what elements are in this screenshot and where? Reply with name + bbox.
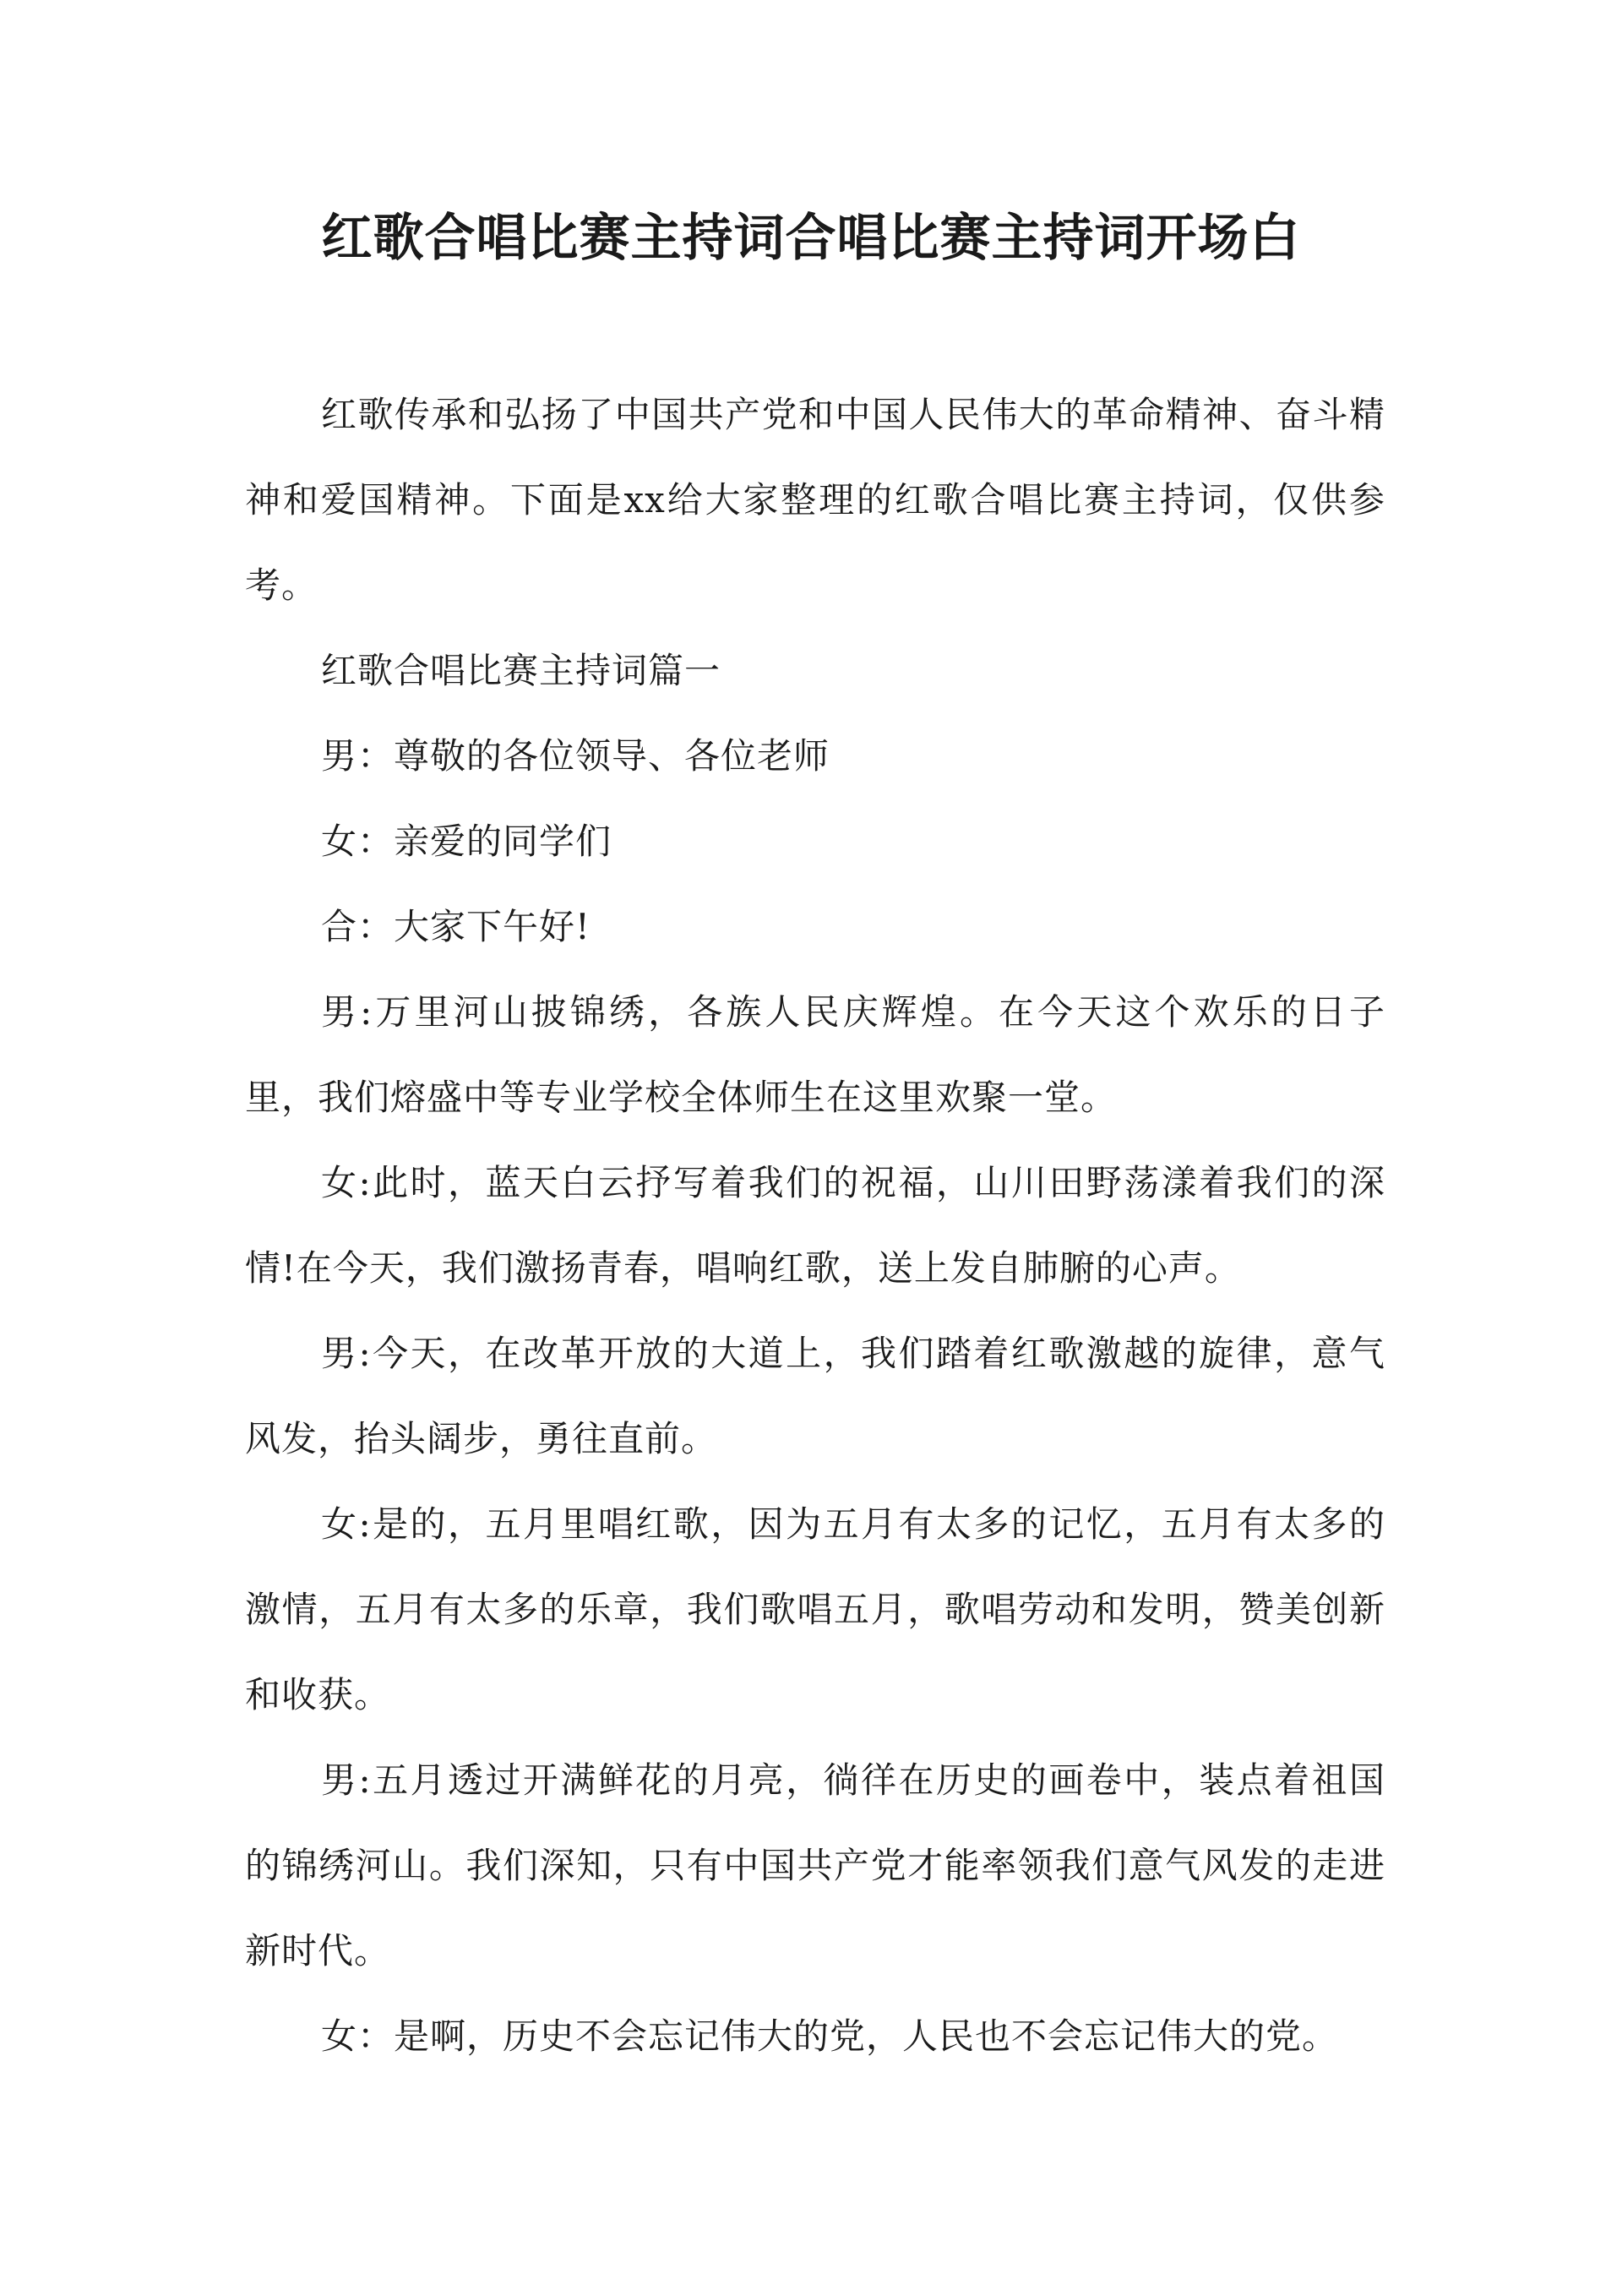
paragraph: 男：尊敬的各位领导、各位老师 (321, 735, 830, 777)
document-body (245, 372, 1385, 2079)
section-heading: 红歌合唱比赛主持词篇一 (321, 650, 721, 691)
document-title: 红歌合唱比赛主持词合唱比赛主持词开场白 (321, 209, 1301, 268)
paragraph: 男:万里河山披锦绣，各族人民庆辉煌。在今天这个欢乐的日子里，我们熔盛中等专业学校全体师生在这里欢聚一堂。 (245, 991, 1385, 1118)
paragraph: 合：大家下午好! (321, 906, 591, 947)
paragraph-intro: 红歌传承和弘扬了中国共产党和中国人民伟大的革命精神、奋斗精神和爱国精神。下面是xx给大家整理的红歌合唱比赛主持词，仅供参考。 (245, 394, 1385, 606)
paragraph: 女：是啊，历史不会忘记伟大的党，人民也不会忘记伟大的党。 (321, 2015, 1339, 2057)
paragraph: 男:今天，在改革开放的大道上，我们踏着红歌激越的旋律，意气风发，抬头阔步，勇往直前。 (245, 1333, 1385, 1459)
paragraph: 女:是的，五月里唱红歌，因为五月有太多的记忆，五月有太多的激情，五月有太多的乐章，我们歌唱五月，歌唱劳动和发明，赞美创新和收获。 (245, 1503, 1385, 1715)
paragraph: 女：亲爱的同学们 (321, 821, 612, 862)
paragraph: 女:此时，蓝天白云抒写着我们的祝福，山川田野荡漾着我们的深情!在今天，我们激扬青春，唱响红歌，送上发自肺腑的心声。 (245, 1162, 1385, 1289)
paragraph: 男:五月透过开满鲜花的月亮，徜徉在历史的画卷中，装点着祖国的锦绣河山。我们深知，只有中国共产党才能率领我们意气风发的走进新时代。 (245, 1759, 1385, 1972)
